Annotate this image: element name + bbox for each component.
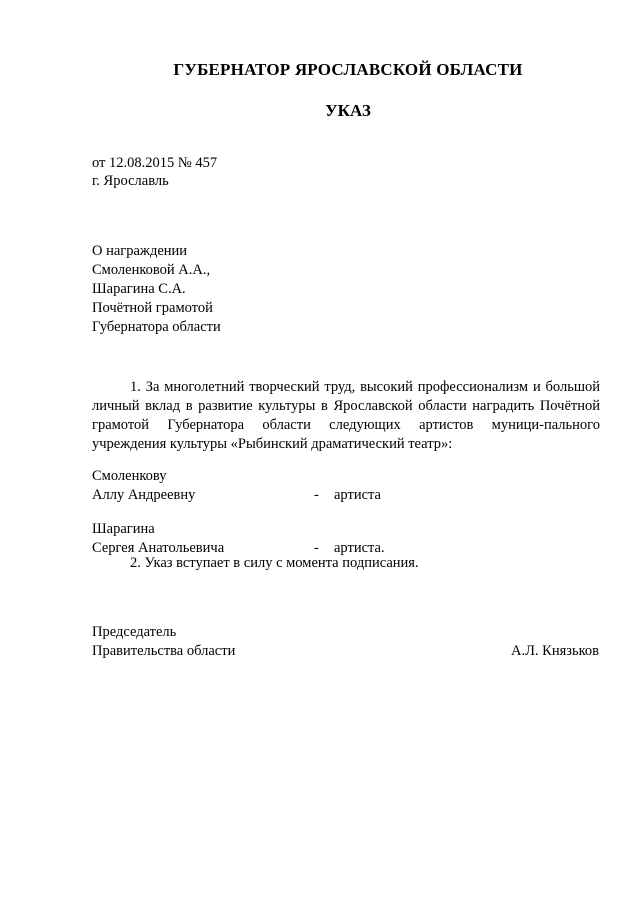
signature-position-line1: Председатель — [92, 624, 177, 640]
signature-row — [92, 642, 599, 661]
awardee-entry — [92, 520, 600, 558]
signature-position-line2: Правительства области — [92, 643, 236, 659]
signature-name: А.Л. Князьков — [510, 643, 599, 659]
document-meta — [92, 154, 217, 190]
awardee-name: Аллу Андреевну — [92, 487, 196, 503]
body-paragraph-2: 2. Указ вступает в силу с момента подписания. — [130, 555, 419, 571]
awardee-role: артиста. — [334, 540, 385, 556]
awardee-name: Сергея Анатольевича — [92, 540, 225, 556]
document-subject — [92, 242, 221, 337]
subject-line: Губернатора области — [92, 319, 221, 335]
awardee-dash: - — [314, 487, 319, 503]
awardee-surname: Смоленкову — [92, 468, 167, 484]
awardee-entry — [92, 467, 600, 505]
subject-line: Смоленковой А.А., — [92, 262, 211, 278]
awardee-row — [92, 486, 600, 505]
document-city: г. Ярославль — [92, 173, 169, 189]
document-type-title: УКАЗ — [325, 101, 371, 120]
awardee-dash: - — [314, 540, 319, 556]
awardee-role: артиста — [334, 487, 381, 503]
signature-block — [92, 623, 599, 661]
document-header-title: ГУБЕРНАТОР ЯРОСЛАВСКОЙ ОБЛАСТИ — [173, 60, 523, 79]
awardee-surname: Шарагина — [92, 521, 155, 537]
body-paragraph-1: 1. За многолетний творческий труд, высокий профессионализм и большой личный вклад в развитие культуры в Ярославской области наградить Почётной грамотой Губернатора области следующих артистов муници-пального учреждения культуры «Рыбинский драматический театр»: — [92, 379, 600, 452]
document-date-number: от 12.08.2015 № 457 — [92, 155, 218, 171]
subject-line: О награждении — [92, 243, 188, 259]
subject-line: Шарагина С.А. — [92, 281, 186, 297]
document-body — [92, 378, 600, 454]
subject-line: Почётной грамотой — [92, 300, 213, 316]
